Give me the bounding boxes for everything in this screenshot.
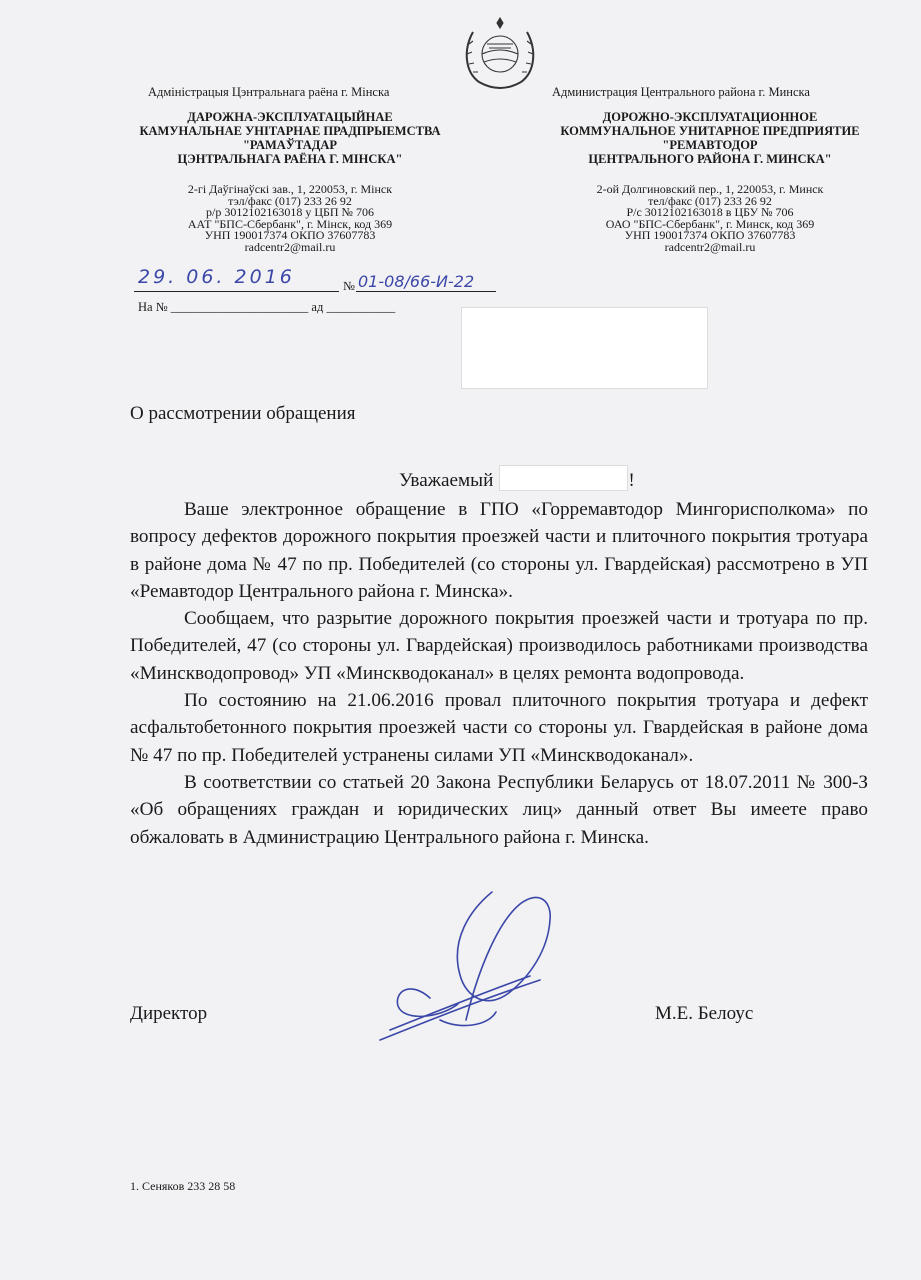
header-left-details-line: р/р 3012102163018 у ЦБП № 706 [205,205,374,219]
incoming-ref-line: ______________________ [170,300,309,314]
incoming-ref [138,300,395,315]
handwritten-signature [370,880,570,1060]
header-right-title-line: ДОРОЖНО-ЭКСПЛУАТАЦИОННОЕ [602,110,818,124]
signatory-name: М.Е. Белоус [655,1003,754,1024]
body-paragraph: В соответствии со статьей 20 Закона Республики Беларусь от 18.07.2011 № 300-З «Об обращениях граждан и юридических лиц» данный ответ Вы имеете право обжаловать в Администрацию Центрального района г. Минска. [130,771,868,848]
header-right-details-line: ОАО "БПС-Сбербанк", г. Минск, код 369 [605,216,815,231]
header-left-details-line: УНП 190017374 ОКПО 37607783 [204,228,376,242]
header-right-title-line: КОММУНАЛЬНОЕ УНИТАРНОЕ ПРЕДПРИЯТИЕ [560,124,860,138]
incoming-ref-label: На № [138,300,168,314]
header-right-authority: Администрация Центрального района г. Минска [552,85,810,99]
header-left-title-line: ЦЭНТРАЛЬНАГА РАЁНА Г. МІНСКА" [177,152,403,166]
incoming-date-label: ад [311,300,324,314]
subject-line: О рассмотрении обращения [130,403,356,424]
salutation-mark: ! [628,470,635,491]
number-label: № [343,279,355,293]
body-paragraph: Сообщаем, что разрытие дорожного покрытия проезжей части и тротуара по пр. Победителей, 47 (со стороны ул. Гвардейская) производилось работниками производства «Минскводопровод» УП «Минскводоканал» в целях ремонта водопровода. [130,608,868,684]
outgoing-number: 01-08/66-И-22 [358,272,475,291]
header-left-details [120,184,460,253]
letter-body [130,496,868,851]
header-left-details-line: 2-гі Даўгінаўскі зав., 1, 220053, г. Мінск [187,182,393,196]
incoming-date-line: ___________ [326,300,396,314]
header-right-details-line: УНП 190017374 ОКПО 37607783 [624,228,796,242]
number-underline [356,291,496,292]
header-right-details-line: 2-ой Долгиновский пер., 1, 220053, г. Минск [596,182,824,196]
header-left-title-line: КАМУНАЛЬНАЕ УНІТАРНАЕ ПРАДПРЫЕМСТВА [139,124,441,138]
header-left-authority: Адміністрацыя Цэнтральнага раёна г. Мінска [148,85,390,99]
state-emblem-icon [459,14,541,92]
footnote-contact: 1. Сеняков 233 28 58 [130,1179,236,1193]
header-left-details-line: radcentr2@mail.ru [244,239,336,254]
signatory-position: Директор [130,1003,208,1024]
redacted-name [499,465,628,491]
header-right-title-line: "РЕМАВТОДОР [662,138,758,152]
date-underline [134,291,339,292]
header-right-details-line: тел/факс (017) 233 26 92 [648,193,772,208]
header-right-details-line: Р/с 3012102163018 в ЦБУ № 706 [626,205,794,219]
header-left-title-line: "РАМАЎТАДАР [242,138,337,152]
header-left-title-line: ДАРОЖНА-ЭКСПЛУАТАЦЫЙНАЕ [187,110,393,124]
header-right-title [530,110,890,166]
redacted-addressee [461,307,708,389]
header-right-details [530,184,890,253]
header-left-details-line: ААТ "БПС-Сбербанк", г. Мінск, код 369 [187,216,393,231]
body-paragraph: По состоянию на 21.06.2016 провал плиточного покрытия тротуара и дефект асфальтобетонного покрытия проезжей части со стороны ул. Гвардейская в районе дома № 47 по пр. Победителей устранены силами УП «Минскводоканал». [130,690,868,766]
header-right-details-line: radcentr2@mail.ru [664,239,756,254]
body-paragraph: Ваше электронное обращение в ГПО «Горремавтодор Мингорисполкома» по вопросу дефектов дорожного покрытия проезжей части и плиточного покрытия тротуара в районе дома № 47 по пр. Победителей (со стороны ул. Гвардейская) рассмотрено в УП «Ремавтодор Центрального района г. Минска». [130,499,868,602]
header-right-title-line: ЦЕНТРАЛЬНОГО РАЙОНА Г. МИНСКА" [588,152,832,166]
salutation [399,465,635,494]
salutation-text: Уважаемый [399,470,494,491]
outgoing-date: 29. 06. 2016 [138,266,295,288]
header-left-details-line: тэл/факс (017) 233 26 92 [228,193,352,208]
header-left-title [120,110,460,166]
